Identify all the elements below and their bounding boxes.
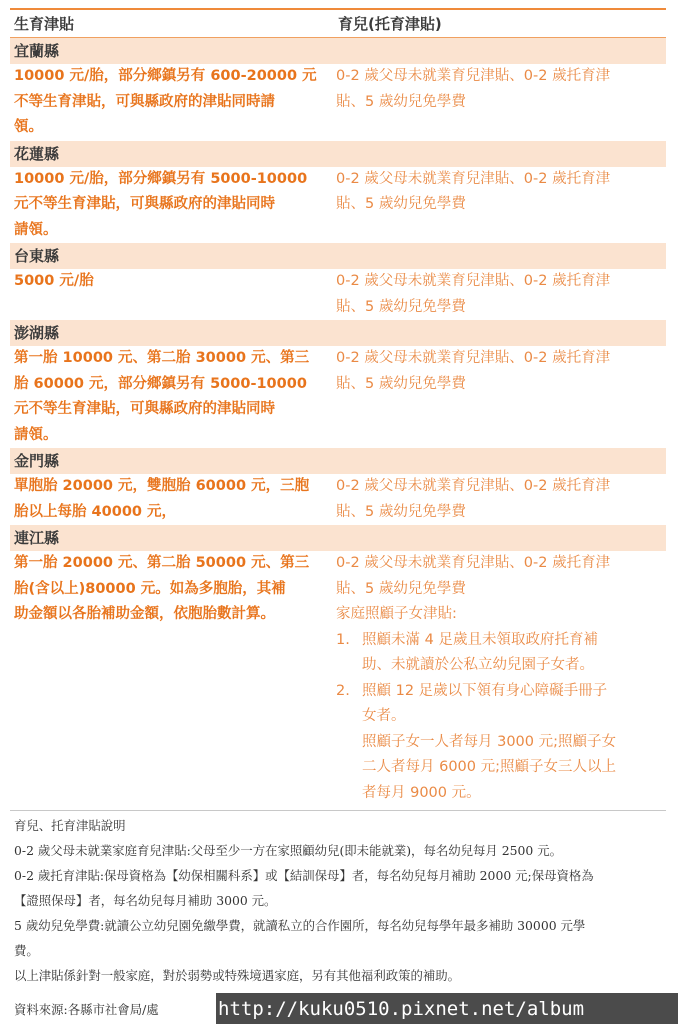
list-line: 女者。 bbox=[362, 708, 406, 724]
birth-subsidy-line: 胎(含以上)80000 元。如為多胞胎，其補 bbox=[14, 580, 286, 597]
list-line: 照顧未滿 4 足歲且未領取政府托育補 bbox=[362, 631, 598, 648]
notes-section bbox=[10, 810, 666, 988]
county-name: 金門縣 bbox=[10, 448, 666, 474]
table-row bbox=[10, 269, 666, 320]
list-item bbox=[336, 628, 666, 679]
birth-subsidy-cell bbox=[10, 167, 328, 244]
child-subsidy-line: 家庭照顧子女津貼: bbox=[336, 606, 457, 622]
birth-subsidy-cell bbox=[10, 346, 328, 448]
watermark-url: http://kuku0510.pixnet.net/album bbox=[216, 993, 678, 1024]
list-line: 二人者每月 6000 元;照顧子女三人以上 bbox=[362, 759, 617, 775]
header-child: 育兒(托育津貼) bbox=[338, 15, 442, 33]
child-subsidy-cell bbox=[328, 551, 666, 806]
birth-subsidy-line: 第一胎 20000 元、第二胎 50000 元、第三 bbox=[14, 555, 310, 571]
list-line: 者每月 9000 元。 bbox=[362, 784, 481, 801]
list-text bbox=[362, 679, 666, 807]
note-line: 0-2 歲托育津貼:保母資格為【幼保相關科系】或【結訓保母】者，每名幼兒每月補助 2000 元;保母資格為 bbox=[14, 868, 594, 883]
child-care-list bbox=[336, 628, 666, 807]
subsidy-document bbox=[10, 8, 666, 988]
note-paragraph bbox=[10, 813, 666, 838]
child-subsidy-cell bbox=[328, 64, 666, 141]
county-name: 花蓮縣 bbox=[10, 141, 666, 167]
county-name: 澎湖縣 bbox=[10, 320, 666, 346]
table-row bbox=[10, 551, 666, 806]
birth-subsidy-line: 元不等生育津貼，可與縣政府的津貼同時 bbox=[14, 401, 275, 417]
child-subsidy-line: 0-2 歲父母未就業育兒津貼、0-2 歲托育津 bbox=[336, 170, 611, 187]
table-row bbox=[10, 64, 666, 141]
birth-subsidy-line: 不等生育津貼，可與縣政府的津貼同時請 bbox=[14, 93, 275, 110]
birth-subsidy-cell bbox=[10, 551, 328, 806]
birth-subsidy-line: 元不等生育津貼，可與縣政府的津貼同時 bbox=[14, 196, 275, 212]
header-birth: 生育津貼 bbox=[14, 15, 75, 33]
county-name: 台東縣 bbox=[10, 243, 666, 269]
birth-subsidy-line: 10000 元/胎，部分鄉鎮另有 5000-10000 bbox=[14, 170, 308, 187]
county-name: 連江縣 bbox=[10, 525, 666, 551]
child-subsidy-line: 0-2 歲父母未就業育兒津貼、0-2 歲托育津 bbox=[336, 68, 611, 84]
list-line: 照顧子女一人者每月 3000 元;照顧子女 bbox=[362, 733, 617, 750]
note-line: 費。 bbox=[14, 943, 39, 958]
child-subsidy-line: 貼、5 歲幼兒免學費 bbox=[336, 298, 466, 315]
birth-subsidy-line: 胎 60000 元，部分鄉鎮另有 5000-10000 bbox=[14, 375, 307, 392]
child-subsidy-line: 0-2 歲父母未就業育兒津貼、0-2 歲托育津 bbox=[336, 350, 611, 366]
child-subsidy-line: 0-2 歲父母未就業育兒津貼、0-2 歲托育津 bbox=[336, 555, 611, 571]
note-line: 育兒、托育津貼說明 bbox=[14, 818, 126, 833]
note-paragraph bbox=[10, 863, 666, 913]
child-subsidy-line: 0-2 歲父母未就業育兒津貼、0-2 歲托育津 bbox=[336, 273, 611, 289]
note-line: 0-2 歲父母未就業家庭育兒津貼:父母至少一方在家照顧幼兒(即未能就業)，每名幼兒每月 2500 元。 bbox=[14, 843, 562, 858]
table-row bbox=[10, 346, 666, 448]
note-line: 以上津貼係針對一般家庭，對於弱勢或特殊境遇家庭，另有其他福利政策的補助。 bbox=[14, 968, 461, 983]
birth-subsidy-cell bbox=[10, 474, 328, 525]
birth-subsidy-line: 請領。 bbox=[14, 221, 58, 238]
child-subsidy-line: 貼、5 歲幼兒免學費 bbox=[336, 375, 466, 392]
child-subsidy-cell bbox=[328, 474, 666, 525]
birth-subsidy-line: 第一胎 10000 元、第二胎 30000 元、第三 bbox=[14, 350, 310, 366]
table-row bbox=[10, 167, 666, 244]
note-line: 【證照保母】者，每名幼兒每月補助 3000 元。 bbox=[14, 893, 277, 908]
child-subsidy-line: 貼、5 歲幼兒免學費 bbox=[336, 580, 466, 597]
note-paragraph bbox=[10, 963, 666, 988]
child-subsidy-line: 貼、5 歲幼兒免學費 bbox=[336, 196, 466, 212]
list-number: 1. bbox=[336, 631, 350, 648]
birth-subsidy-cell bbox=[10, 64, 328, 141]
child-subsidy-cell bbox=[328, 346, 666, 448]
footer bbox=[0, 993, 678, 1024]
source-note: 資料來源:各縣市社會局/處 bbox=[14, 1001, 159, 1017]
child-subsidy-line: 貼、5 歲幼兒免學費 bbox=[336, 93, 466, 110]
note-paragraph bbox=[10, 838, 666, 863]
birth-subsidy-cell bbox=[10, 269, 328, 320]
list-line: 照顧 12 足歲以下領有身心障礙手冊子 bbox=[362, 682, 608, 699]
table-header bbox=[10, 10, 666, 38]
child-subsidy-cell bbox=[328, 167, 666, 244]
birth-subsidy-line: 助金額以各胎補助金額，依胞胎數計算。 bbox=[14, 606, 275, 622]
child-subsidy-line: 貼、5 歲幼兒免學費 bbox=[336, 503, 466, 520]
child-subsidy-line: 0-2 歲父母未就業育兒津貼、0-2 歲托育津 bbox=[336, 478, 611, 494]
table-body bbox=[10, 38, 666, 806]
list-line: 助、未就讀於公私立幼兒園子女者。 bbox=[362, 657, 594, 673]
list-item bbox=[336, 679, 666, 807]
birth-subsidy-line: 10000 元/胎，部分鄉鎮另有 600-20000 元 bbox=[14, 68, 317, 84]
county-name: 宜蘭縣 bbox=[10, 38, 666, 64]
note-paragraph bbox=[10, 913, 666, 963]
list-text bbox=[362, 628, 666, 679]
table-row bbox=[10, 474, 666, 525]
birth-subsidy-line: 請領。 bbox=[14, 426, 58, 443]
list-number: 2. bbox=[336, 682, 350, 699]
note-line: 5 歲幼兒免學費:就讀公立幼兒園免繳學費，就讀私立的合作園所，每名幼兒每學年最多補助 30000 元學 bbox=[14, 918, 586, 933]
birth-subsidy-line: 領。 bbox=[14, 119, 43, 135]
child-subsidy-cell bbox=[328, 269, 666, 320]
birth-subsidy-line: 單胞胎 20000 元，雙胞胎 60000 元，三胞 bbox=[14, 478, 310, 494]
birth-subsidy-line: 胎以上每胎 40000 元， bbox=[14, 503, 177, 520]
birth-subsidy-line: 5000 元/胎 bbox=[14, 273, 94, 289]
